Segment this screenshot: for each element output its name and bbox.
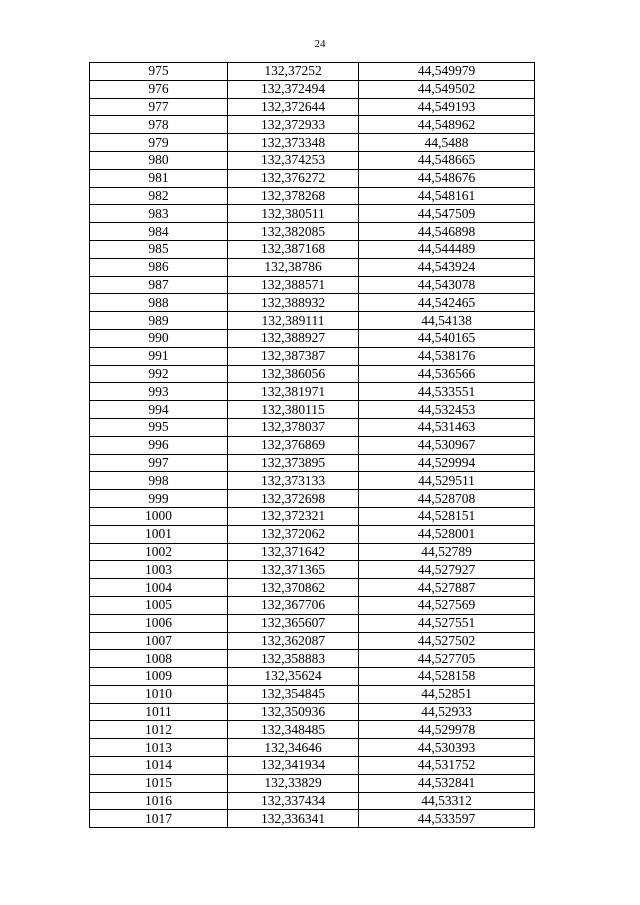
point-number-cell: 996	[90, 436, 228, 454]
table-row	[90, 365, 535, 383]
table-row	[90, 418, 535, 436]
point-number-cell: 989	[90, 312, 228, 330]
y-coordinate-cell: 44,532453	[359, 401, 535, 419]
point-number-cell: 991	[90, 347, 228, 365]
point-number-cell: 999	[90, 490, 228, 508]
table-row	[90, 721, 535, 739]
table-row	[90, 240, 535, 258]
y-coordinate-cell: 44,52789	[359, 543, 535, 561]
point-number-cell: 975	[90, 63, 228, 81]
y-coordinate-cell: 44,54138	[359, 312, 535, 330]
y-coordinate-cell: 44,543924	[359, 258, 535, 276]
table-row	[90, 668, 535, 686]
point-number-cell: 993	[90, 383, 228, 401]
x-coordinate-cell: 132,372321	[228, 507, 359, 525]
x-coordinate-cell: 132,35624	[228, 668, 359, 686]
y-coordinate-cell: 44,527502	[359, 632, 535, 650]
table-row	[90, 685, 535, 703]
x-coordinate-cell: 132,378268	[228, 187, 359, 205]
x-coordinate-cell: 132,354845	[228, 685, 359, 703]
y-coordinate-cell: 44,533551	[359, 383, 535, 401]
y-coordinate-cell: 44,52933	[359, 703, 535, 721]
x-coordinate-cell: 132,388932	[228, 294, 359, 312]
x-coordinate-cell: 132,388571	[228, 276, 359, 294]
y-coordinate-cell: 44,527569	[359, 596, 535, 614]
y-coordinate-cell: 44,548161	[359, 187, 535, 205]
table-row	[90, 187, 535, 205]
point-number-cell: 997	[90, 454, 228, 472]
point-number-cell: 1004	[90, 579, 228, 597]
x-coordinate-cell: 132,362087	[228, 632, 359, 650]
table-row	[90, 258, 535, 276]
y-coordinate-cell: 44,53312	[359, 792, 535, 810]
table-row	[90, 703, 535, 721]
x-coordinate-cell: 132,365607	[228, 614, 359, 632]
x-coordinate-cell: 132,371365	[228, 561, 359, 579]
y-coordinate-cell: 44,530393	[359, 739, 535, 757]
coordinates-table-body	[90, 63, 535, 828]
y-coordinate-cell: 44,529994	[359, 454, 535, 472]
table-row	[90, 596, 535, 614]
x-coordinate-cell: 132,371642	[228, 543, 359, 561]
point-number-cell: 1005	[90, 596, 228, 614]
y-coordinate-cell: 44,528151	[359, 507, 535, 525]
x-coordinate-cell: 132,341934	[228, 757, 359, 775]
point-number-cell: 988	[90, 294, 228, 312]
point-number-cell: 1017	[90, 810, 228, 828]
point-number-cell: 1011	[90, 703, 228, 721]
y-coordinate-cell: 44,548962	[359, 116, 535, 134]
point-number-cell: 981	[90, 169, 228, 187]
table-row	[90, 490, 535, 508]
y-coordinate-cell: 44,549193	[359, 98, 535, 116]
table-row	[90, 810, 535, 828]
y-coordinate-cell: 44,528708	[359, 490, 535, 508]
x-coordinate-cell: 132,376272	[228, 169, 359, 187]
point-number-cell: 978	[90, 116, 228, 134]
x-coordinate-cell: 132,387387	[228, 347, 359, 365]
point-number-cell: 983	[90, 205, 228, 223]
x-coordinate-cell: 132,378037	[228, 418, 359, 436]
point-number-cell: 982	[90, 187, 228, 205]
table-row	[90, 472, 535, 490]
point-number-cell: 986	[90, 258, 228, 276]
coordinates-table	[89, 62, 535, 828]
x-coordinate-cell: 132,376869	[228, 436, 359, 454]
x-coordinate-cell: 132,373133	[228, 472, 359, 490]
x-coordinate-cell: 132,374253	[228, 151, 359, 169]
x-coordinate-cell: 132,386056	[228, 365, 359, 383]
x-coordinate-cell: 132,33829	[228, 774, 359, 792]
y-coordinate-cell: 44,533597	[359, 810, 535, 828]
table-row	[90, 454, 535, 472]
point-number-cell: 980	[90, 151, 228, 169]
y-coordinate-cell: 44,529978	[359, 721, 535, 739]
y-coordinate-cell: 44,529511	[359, 472, 535, 490]
page-number: 24	[314, 38, 326, 50]
point-number-cell: 992	[90, 365, 228, 383]
x-coordinate-cell: 132,372494	[228, 80, 359, 98]
y-coordinate-cell: 44,543078	[359, 276, 535, 294]
x-coordinate-cell: 132,373348	[228, 134, 359, 152]
y-coordinate-cell: 44,527705	[359, 650, 535, 668]
table-row	[90, 169, 535, 187]
x-coordinate-cell: 132,372698	[228, 490, 359, 508]
y-coordinate-cell: 44,5488	[359, 134, 535, 152]
table-row	[90, 276, 535, 294]
y-coordinate-cell: 44,542465	[359, 294, 535, 312]
table-row	[90, 80, 535, 98]
x-coordinate-cell: 132,358883	[228, 650, 359, 668]
x-coordinate-cell: 132,382085	[228, 223, 359, 241]
point-number-cell: 1006	[90, 614, 228, 632]
x-coordinate-cell: 132,388927	[228, 329, 359, 347]
point-number-cell: 1001	[90, 525, 228, 543]
y-coordinate-cell: 44,544489	[359, 240, 535, 258]
y-coordinate-cell: 44,528158	[359, 668, 535, 686]
point-number-cell: 987	[90, 276, 228, 294]
x-coordinate-cell: 132,370862	[228, 579, 359, 597]
table-row	[90, 739, 535, 757]
table-row	[90, 579, 535, 597]
table-row	[90, 151, 535, 169]
table-row	[90, 543, 535, 561]
table-row	[90, 98, 535, 116]
y-coordinate-cell: 44,536566	[359, 365, 535, 383]
point-number-cell: 1009	[90, 668, 228, 686]
point-number-cell: 1012	[90, 721, 228, 739]
x-coordinate-cell: 132,372062	[228, 525, 359, 543]
table-row	[90, 294, 535, 312]
point-number-cell: 984	[90, 223, 228, 241]
table-row	[90, 329, 535, 347]
x-coordinate-cell: 132,387168	[228, 240, 359, 258]
point-number-cell: 998	[90, 472, 228, 490]
table-row	[90, 792, 535, 810]
y-coordinate-cell: 44,548665	[359, 151, 535, 169]
x-coordinate-cell: 132,367706	[228, 596, 359, 614]
y-coordinate-cell: 44,531752	[359, 757, 535, 775]
point-number-cell: 1003	[90, 561, 228, 579]
x-coordinate-cell: 132,381971	[228, 383, 359, 401]
x-coordinate-cell: 132,348485	[228, 721, 359, 739]
x-coordinate-cell: 132,389111	[228, 312, 359, 330]
table-row	[90, 134, 535, 152]
y-coordinate-cell: 44,528001	[359, 525, 535, 543]
table-row	[90, 347, 535, 365]
point-number-cell: 1016	[90, 792, 228, 810]
table-row	[90, 116, 535, 134]
table-row	[90, 632, 535, 650]
x-coordinate-cell: 132,336341	[228, 810, 359, 828]
point-number-cell: 1015	[90, 774, 228, 792]
point-number-cell: 976	[90, 80, 228, 98]
point-number-cell: 977	[90, 98, 228, 116]
y-coordinate-cell: 44,531463	[359, 418, 535, 436]
x-coordinate-cell: 132,34646	[228, 739, 359, 757]
x-coordinate-cell: 132,380115	[228, 401, 359, 419]
table-row	[90, 436, 535, 454]
y-coordinate-cell: 44,527551	[359, 614, 535, 632]
y-coordinate-cell: 44,527927	[359, 561, 535, 579]
x-coordinate-cell: 132,38786	[228, 258, 359, 276]
y-coordinate-cell: 44,530967	[359, 436, 535, 454]
point-number-cell: 1008	[90, 650, 228, 668]
point-number-cell: 995	[90, 418, 228, 436]
table-row	[90, 63, 535, 81]
table-row	[90, 223, 535, 241]
y-coordinate-cell: 44,548676	[359, 169, 535, 187]
y-coordinate-cell: 44,52851	[359, 685, 535, 703]
point-number-cell: 1002	[90, 543, 228, 561]
table-row	[90, 774, 535, 792]
x-coordinate-cell: 132,373895	[228, 454, 359, 472]
table-row	[90, 614, 535, 632]
x-coordinate-cell: 132,372933	[228, 116, 359, 134]
y-coordinate-cell: 44,549979	[359, 63, 535, 81]
table-row	[90, 561, 535, 579]
x-coordinate-cell: 132,372644	[228, 98, 359, 116]
x-coordinate-cell: 132,337434	[228, 792, 359, 810]
y-coordinate-cell: 44,549502	[359, 80, 535, 98]
table-row	[90, 312, 535, 330]
point-number-cell: 1013	[90, 739, 228, 757]
y-coordinate-cell: 44,527887	[359, 579, 535, 597]
point-number-cell: 1007	[90, 632, 228, 650]
table-row	[90, 383, 535, 401]
y-coordinate-cell: 44,547509	[359, 205, 535, 223]
y-coordinate-cell: 44,540165	[359, 329, 535, 347]
x-coordinate-cell: 132,380511	[228, 205, 359, 223]
x-coordinate-cell: 132,37252	[228, 63, 359, 81]
point-number-cell: 994	[90, 401, 228, 419]
point-number-cell: 1010	[90, 685, 228, 703]
point-number-cell: 985	[90, 240, 228, 258]
table-row	[90, 205, 535, 223]
table-row	[90, 757, 535, 775]
y-coordinate-cell: 44,546898	[359, 223, 535, 241]
table-row	[90, 650, 535, 668]
point-number-cell: 1000	[90, 507, 228, 525]
y-coordinate-cell: 44,532841	[359, 774, 535, 792]
table-row	[90, 507, 535, 525]
point-number-cell: 979	[90, 134, 228, 152]
table-row	[90, 401, 535, 419]
x-coordinate-cell: 132,350936	[228, 703, 359, 721]
point-number-cell: 990	[90, 329, 228, 347]
point-number-cell: 1014	[90, 757, 228, 775]
y-coordinate-cell: 44,538176	[359, 347, 535, 365]
table-row	[90, 525, 535, 543]
